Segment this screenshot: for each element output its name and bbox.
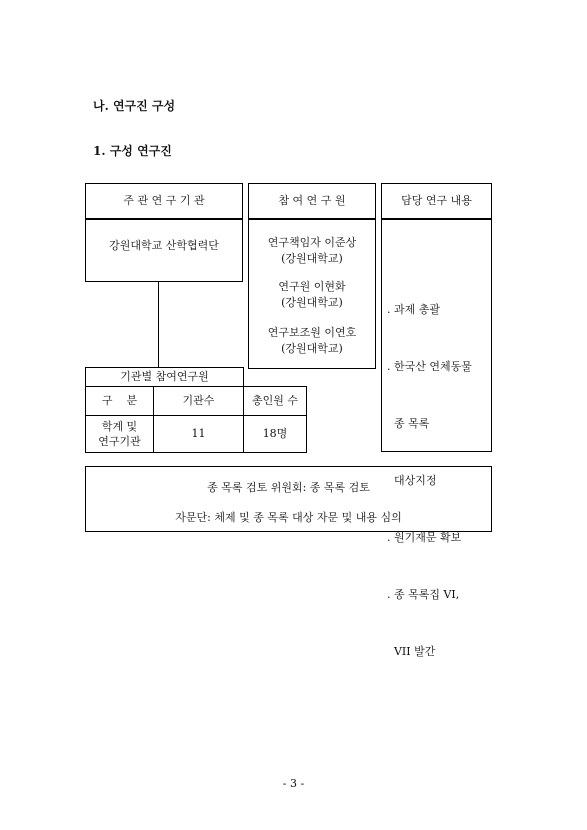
- researchers-header: 참 여 연 구 원: [278, 194, 346, 207]
- table-header-category: 구 분: [101, 394, 138, 407]
- duty-line: 종 목록: [387, 417, 430, 430]
- host-institution-name: 강원대학교 산학협력단: [109, 239, 219, 252]
- table-cell-category-line: 학계 및: [101, 420, 138, 433]
- connector-line: [158, 282, 159, 368]
- advisory-group-text: 자문단: 체제 및 종 목록 대상 자문 및 내용 심의: [175, 511, 402, 524]
- section-heading: 나. 연구진 구성: [93, 99, 176, 113]
- institution-table-title-box: [85, 367, 244, 387]
- researchers-box: [248, 219, 376, 369]
- table-header-total: 총인원 수: [251, 394, 298, 407]
- table-header-count: 기관수: [182, 394, 215, 407]
- duties-header-box: [381, 183, 492, 219]
- table-cell-total: 18명: [262, 427, 288, 440]
- table-cell-category: [86, 419, 153, 449]
- table-cell-category-line: 연구기관: [98, 435, 141, 448]
- researcher-affiliation: (강원대학교): [281, 342, 343, 355]
- subsection-heading: 1. 구성 연구진: [93, 144, 172, 158]
- review-box: [85, 466, 492, 532]
- table-cell-count: 11: [191, 427, 206, 440]
- researcher-name: 연구책임자 이준상: [267, 236, 357, 249]
- host-institution-box: [85, 219, 243, 282]
- researchers-header-box: [248, 183, 376, 219]
- institution-table-title: 기관별 참여연구원: [120, 370, 209, 383]
- duty-line: . 과제 총괄: [387, 303, 440, 316]
- review-committee-text: 종 목록 검토 위원회: 종 목록 검토: [207, 481, 370, 494]
- duties-header: 담당 연구 내용: [401, 194, 472, 207]
- duty-line: . 원기재문 확보: [387, 531, 462, 544]
- researcher-name: 연구원 이현화: [278, 280, 346, 293]
- researcher-affiliation: (강원대학교): [281, 296, 343, 309]
- host-institution-header: 주 관 연 구 기 관: [123, 194, 205, 207]
- duties-box: [381, 219, 492, 658]
- page-number: - 3 -: [282, 777, 305, 790]
- duty-line: . 한국산 연체동물: [387, 360, 472, 373]
- duty-line: VII 발간: [387, 645, 436, 658]
- institution-table: [85, 386, 307, 453]
- researcher-affiliation: (강원대학교): [281, 252, 343, 265]
- duty-line: 대상지정: [387, 474, 437, 487]
- researcher-name: 연구보조원 이연호: [267, 326, 357, 339]
- host-institution-header-box: [85, 183, 243, 219]
- duty-line: . 종 목록집 VI,: [387, 588, 460, 601]
